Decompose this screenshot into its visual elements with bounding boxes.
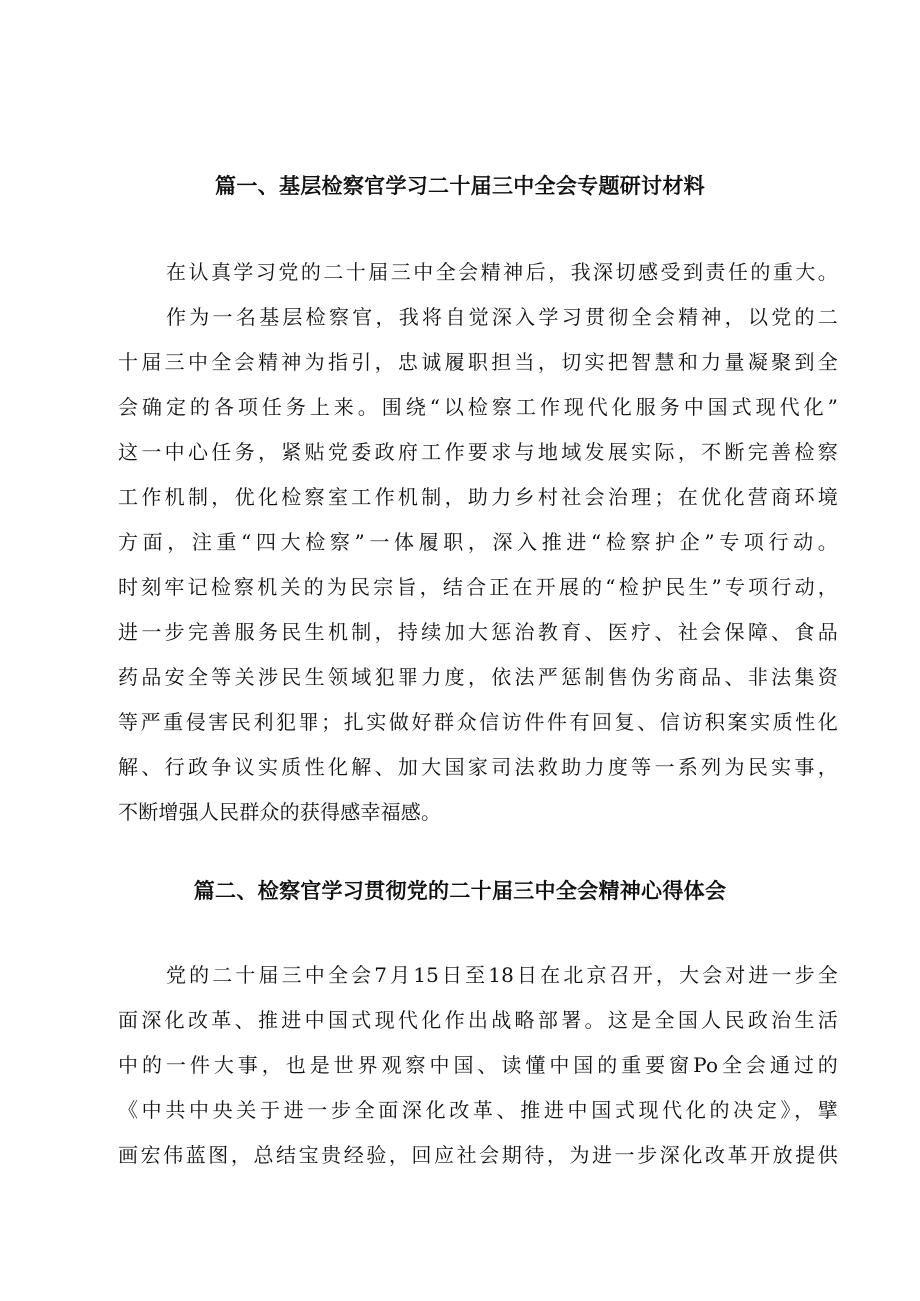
section-1-line: 十届三中全会精神为指引，忠诚履职担当，切实把智慧和力量凝聚到全 [118, 350, 838, 374]
section-2-line: 画宏伟蓝图，总结宝贵经验，回应社会期待，为进一步深化改革开放提供 [118, 1143, 838, 1167]
section-1-line: 进一步完善服务民生机制，持续加大惩治教育、医疗、社会保障、食品 [118, 620, 838, 644]
section-1-line: 等严重侵害民利犯罪；扎实做好群众信访件件有回复、信访积案实质性化 [118, 710, 838, 734]
section-2-line: 党的二十届三中全会7月15日至18日在北京召开，大会对进一步全 [166, 963, 838, 987]
section-1-line: 会确定的各项任务上来。围绕“以检察工作现代化服务中国式现代化” [118, 395, 838, 419]
section-1-line: 时刻牢记检察机关的为民宗旨，结合正在开展的“检护民生”专项行动， [118, 575, 838, 599]
section-1-line: 不断增强人民群众的获得感幸福感。 [118, 800, 442, 824]
section-1-line: 作为一名基层检察官，我将自觉深入学习贯彻全会精神，以党的二 [166, 305, 838, 329]
section-1-title: 篇一、基层检察官学习二十届三中全会专题研讨材料 [215, 174, 705, 198]
section-1-line: 药品安全等关涉民生领域犯罪力度，依法严惩制售伪劣商品、非法集资 [118, 665, 838, 689]
section-2-line: 中的一件大事，也是世界观察中国、读懂中国的重要窗Po全会通过的 [118, 1053, 838, 1077]
section-1-line: 解、行政争议实质性化解、加大国家司法救助力度等一系列为民实事， [118, 755, 838, 779]
section-2-line: 面深化改革、推进中国式现代化作出战略部署。这是全国人民政治生活 [118, 1008, 838, 1032]
section-1-line: 工作机制，优化检察室工作机制，助力乡村社会治理；在优化营商环境 [118, 485, 838, 509]
section-1-line: 在认真学习党的二十届三中全会精神后，我深切感受到责任的重大。 [166, 260, 838, 284]
section-1-line: 方面，注重“四大检察”一体履职，深入推进“检察护企”专项行动。 [118, 530, 838, 554]
section-2-title: 篇二、检察官学习贯彻党的二十届三中全会精神心得体会 [193, 879, 727, 903]
section-2-line: 《中共中央关于进一步全面深化改革、推进中国式现代化的决定》，擘 [118, 1098, 838, 1122]
section-1-line: 这一中心任务，紧贴党委政府工作要求与地域发展实际，不断完善检察 [118, 440, 838, 464]
